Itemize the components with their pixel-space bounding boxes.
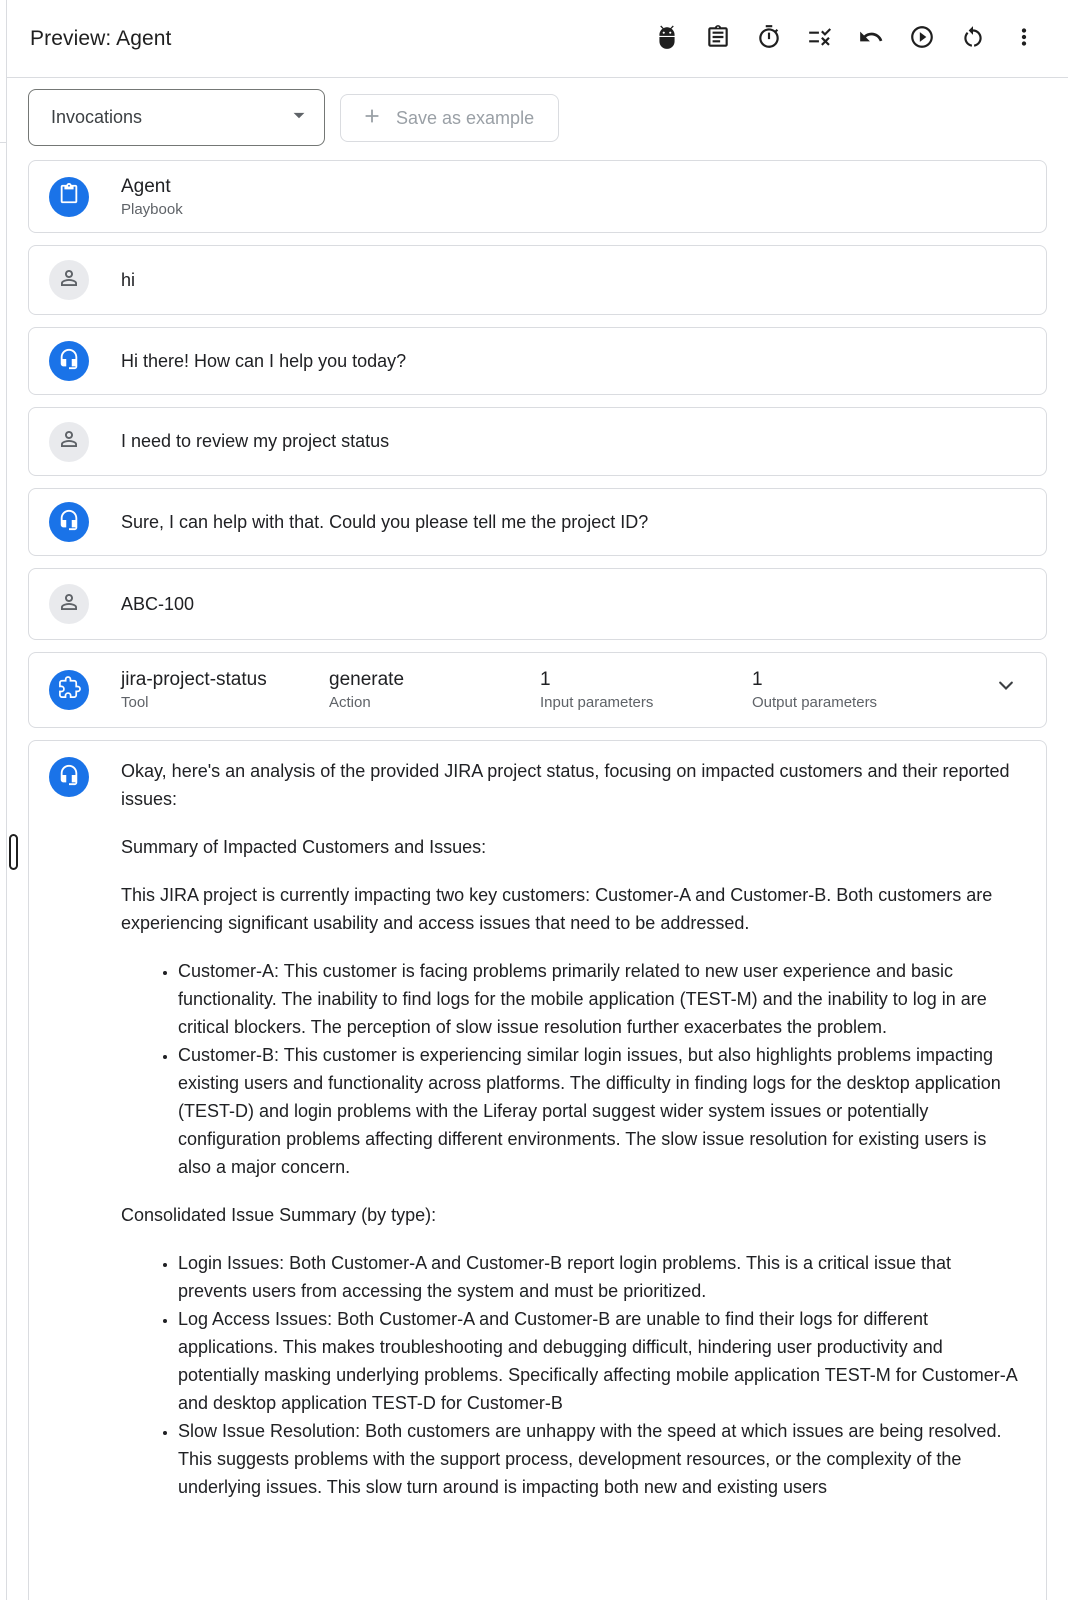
tool-action-label: Action: [329, 694, 371, 711]
person-icon: [57, 266, 81, 295]
more-vert-icon: [1011, 24, 1037, 53]
analysis-consolidated-heading: Consolidated Issue Summary (by type):: [121, 1205, 437, 1225]
invocations-select-value: Invocations: [51, 107, 143, 127]
evaluation-button[interactable]: [806, 25, 834, 53]
extension-puzzle-icon: [58, 676, 81, 704]
headset-icon: [58, 509, 80, 536]
save-as-example-label: Save as example: [396, 107, 535, 128]
list-item: • Customer-A: This customer is facing problems primarily related to new user experience and basic functionality. The inability to find logs for the mobile application (TEST-M) and the inability to log in are critical blockers. The perception of slow issue resolution further exacerbates the problem.: [178, 957, 1017, 1041]
agent-message-text: Sure, I can help with that. Could you please tell me the project ID?: [121, 511, 649, 532]
debug-adb-button[interactable]: [653, 25, 681, 53]
tool-invocation-card[interactable]: [28, 652, 1047, 728]
transcript-button[interactable]: [704, 25, 732, 53]
clipboard-icon: [58, 183, 80, 210]
tool-action-column: [329, 669, 540, 711]
agent-message-card[interactable]: [28, 488, 1047, 556]
user-avatar: [49, 584, 89, 624]
tool-inputs-label: Input parameters: [540, 694, 654, 711]
user-message-card[interactable]: [28, 568, 1047, 640]
agent-message-text: Hi there! How can I help you today?: [121, 350, 407, 371]
play-circle-icon: [909, 24, 935, 53]
person-icon: [57, 590, 81, 619]
tool-inputs-count: 1: [540, 669, 551, 690]
agent-avatar: [49, 757, 89, 797]
expand-tool-details-button[interactable]: [990, 669, 1022, 704]
assignment-icon: [705, 24, 731, 53]
tool-outputs-column: [752, 669, 990, 711]
toolbar: [7, 78, 1068, 146]
user-message-card[interactable]: [28, 245, 1047, 315]
list-item: • Login Issues: Both Customer-A and Customer-B report login problems. This is a critical issue that prevents users from accessing the system and must be prioritized.: [178, 1249, 1017, 1305]
tool-name-column: [121, 669, 329, 711]
invocations-select[interactable]: [28, 89, 325, 146]
tool-columns: [121, 669, 1022, 711]
playbook-card[interactable]: [28, 160, 1047, 233]
tool-inputs-column: [540, 669, 752, 711]
person-icon: [57, 427, 81, 456]
user-message-text: hi: [121, 269, 136, 290]
list-item: • Slow Issue Resolution: Both customers are unhappy with the speed at which issues are being resolved. This suggests problems with the support process, development resources, or the complexity of the underlying issues. This slow turn around is impacting both new and existing users: [178, 1417, 1017, 1501]
tool-action: generate: [329, 669, 405, 690]
tool-avatar: [49, 670, 89, 710]
issue-type-list: [121, 1249, 1017, 1501]
analysis-intro: Okay, here's an analysis of the provided JIRA project status, focusing on impacted customers and their reported issues:: [121, 761, 1010, 809]
analysis-summary-heading: Summary of Impacted Customers and Issues:: [121, 837, 487, 857]
tool-outputs-count: 1: [752, 669, 763, 690]
analysis-summary-body: This JIRA project is currently impacting two key customers: Customer-A and Customer-B. Both customers are experiencing significant usability and access issues that need to be addressed.: [121, 885, 993, 933]
arrow-drop-down-icon: [286, 102, 312, 133]
user-message-text: I need to review my project status: [121, 431, 390, 451]
undo-icon: [858, 24, 884, 53]
playbook-title: Agent: [121, 175, 171, 197]
plus-icon: [361, 105, 383, 132]
conversation-list: [7, 146, 1068, 1600]
header: [7, 0, 1068, 78]
agent-analysis-card[interactable]: [28, 740, 1047, 1600]
restart-icon: [960, 24, 986, 53]
undo-button[interactable]: [857, 25, 885, 53]
replay-button[interactable]: [908, 25, 936, 53]
agent-avatar: [49, 341, 89, 381]
tool-outputs-label: Output parameters: [752, 694, 878, 711]
rule-checklist-icon: [807, 24, 833, 53]
page-title: Preview: Agent: [30, 26, 172, 50]
panel-edge-divider: [6, 0, 7, 1600]
headset-icon: [58, 348, 80, 375]
agent-avatar: [49, 502, 89, 542]
list-item: • Customer-B: This customer is experiencing similar login issues, but also highlights problems impacting existing users and functionality across platforms. The difficulty in finding logs for the desktop application (TEST-D) and login problems with the Liferay portal suggest wider system issues or potentially configuration problems affecting different environments. The slow issue resolution for existing users is also a major concern.: [178, 1041, 1017, 1181]
headset-icon: [58, 764, 80, 791]
background-divider: [0, 142, 6, 143]
reset-button[interactable]: [959, 25, 987, 53]
user-message-text: ABC-100: [121, 593, 195, 614]
playbook-avatar: [49, 177, 89, 217]
panel-resize-handle[interactable]: [9, 834, 18, 870]
playbook-subtitle: Playbook: [121, 200, 183, 218]
tool-name: jira-project-status: [121, 669, 267, 690]
list-item: • Log Access Issues: Both Customer-A and Customer-B are unable to find their logs for different applications. This makes troubleshooting and debugging difficult, hindering user productivity and potentially masking underlying problems. Specifically affecting mobile application TEST-M for Customer-A and desktop application TEST-D for Customer-B: [178, 1305, 1017, 1417]
customer-issues-list: [121, 957, 1017, 1181]
agent-message-card[interactable]: [28, 327, 1047, 395]
user-avatar: [49, 260, 89, 300]
adb-icon: [654, 24, 680, 53]
more-options-button[interactable]: [1010, 25, 1038, 53]
user-avatar: [49, 422, 89, 462]
timer-icon: [756, 24, 782, 53]
tool-name-label: Tool: [121, 694, 149, 711]
user-message-card[interactable]: [28, 407, 1047, 476]
save-as-example-button[interactable]: [340, 94, 559, 142]
header-actions: [653, 25, 1038, 53]
agent-analysis-text: [121, 757, 1017, 1545]
panel-body: [7, 0, 1068, 1600]
chevron-down-icon: [992, 671, 1020, 702]
playbook-info: [121, 176, 183, 218]
latency-button[interactable]: [755, 25, 783, 53]
